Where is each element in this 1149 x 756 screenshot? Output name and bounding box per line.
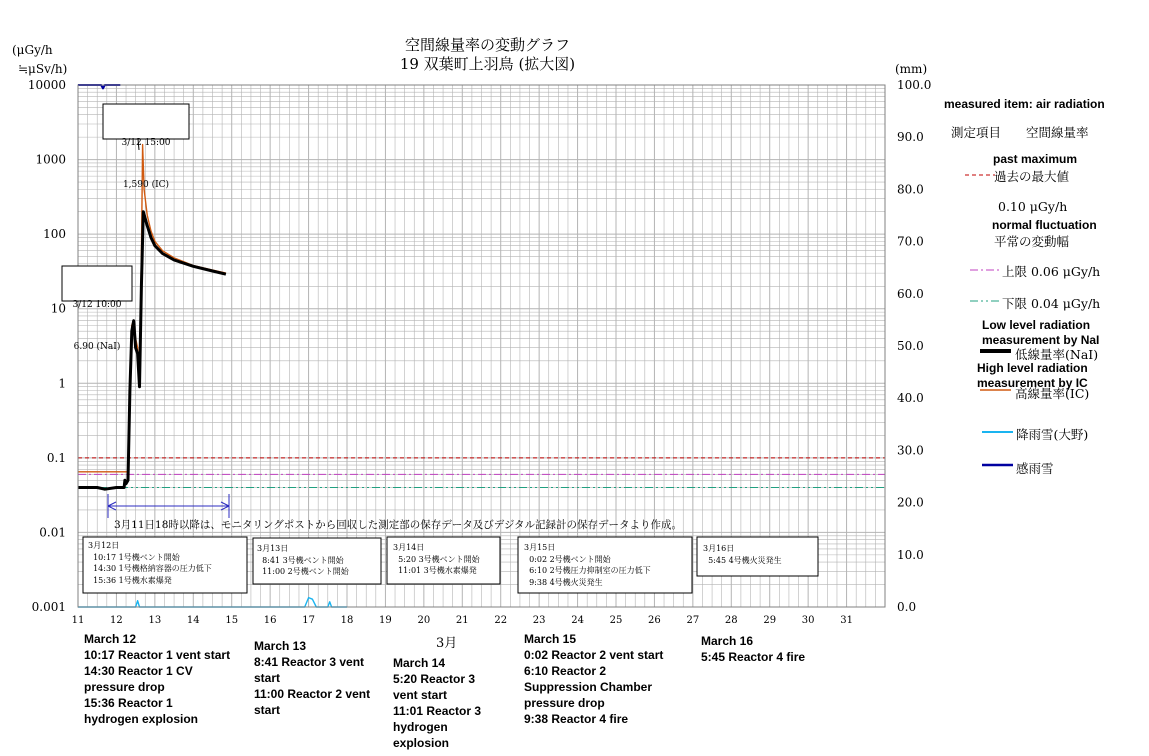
callout-peak-ic: 3/12 15:00 1,590 (IC) bbox=[121, 138, 171, 190]
y-left-label-1: (μGy/h bbox=[12, 43, 53, 57]
legend-low-en: Low level radiation measurement by NaI bbox=[982, 318, 1100, 347]
y-left-label-2: ≒μSv/h) bbox=[18, 62, 68, 76]
chart-subtitle: 19 双葉町上羽鳥 (拡大図) bbox=[399, 55, 576, 73]
y-right-tick-label: 20.0 bbox=[897, 495, 924, 510]
x-tick-label: 18 bbox=[340, 615, 354, 626]
y-right-tick-label: 50.0 bbox=[897, 339, 924, 353]
x-tick-label: 14 bbox=[186, 615, 200, 626]
x-tick-label: 15 bbox=[225, 615, 239, 626]
y-right-tick-label: 90.0 bbox=[897, 130, 924, 145]
x-tick-label: 30 bbox=[801, 615, 815, 626]
legend-measured-item-jp: 測定項目 空間線量率 bbox=[951, 125, 1089, 140]
data-source-note: 3月11日18時以降は、モニタリングポストから回収した測定部の保存データ及びデジタル記録計の保存データより作成。 bbox=[114, 519, 683, 531]
y-tick-label: 10 bbox=[50, 301, 66, 316]
english-note-mar15: March 15 0:02 Reactor 2 vent start 6:10 Reactor 2 Suppression Chamber pressure drop 9:38 Reactor 4 fire bbox=[524, 632, 664, 726]
event-box-mar13: 3月13日 8:41 3号機ベント開始 11:00 2号機ベント開始 bbox=[257, 544, 349, 576]
legend-lower-jp: 下限 0.04 μGy/h bbox=[1002, 296, 1101, 311]
legend-low-jp: 低線量率(NaI) bbox=[1015, 347, 1099, 362]
y-right-tick-label: 10.0 bbox=[897, 547, 924, 562]
x-axis-label: 3月 bbox=[436, 636, 458, 651]
x-tick-label: 11 bbox=[71, 615, 85, 626]
legend-high-en: High level radiation measurement by IC bbox=[977, 361, 1088, 390]
event-box-mar14: 3月14日 5:20 3号機ベント開始 11:01 3号機水素爆発 bbox=[393, 543, 480, 575]
event-box-mar12: 3月12日 10:17 1号機ベント開始 14:30 1号機格納容器の圧力低下 15:36 1号機水素爆発 bbox=[88, 541, 212, 585]
x-tick-label: 20 bbox=[417, 615, 431, 626]
callout-nai: 3/12 10:00 6.90 (NaI) bbox=[72, 300, 122, 352]
y-tick-label: 0.1 bbox=[46, 450, 66, 465]
y-right-tick-label: 40.0 bbox=[897, 391, 924, 406]
english-note-mar12: March 12 10:17 Reactor 1 vent start 14:30 Reactor 1 CV pressure drop 15:36 Reactor 1 hydrogen explosion bbox=[84, 632, 231, 726]
x-tick-label: 19 bbox=[379, 615, 392, 626]
y-tick-label: 0.01 bbox=[39, 525, 66, 540]
legend-sense-jp: 感雨雪 bbox=[1016, 461, 1054, 476]
y-tick-label: 10000 bbox=[27, 78, 66, 92]
y-right-tick-label: 70.0 bbox=[897, 234, 924, 249]
event-box-mar15: 3月15日 0:02 2号機ベント開始 6:10 2号機圧力抑制室の圧力低下 9:38 4号機火災発生 bbox=[524, 543, 651, 587]
x-tick-label: 16 bbox=[263, 615, 277, 626]
x-tick-label: 26 bbox=[648, 615, 661, 626]
legend-measured-item-en: measured item: air radiation bbox=[944, 97, 1105, 111]
y-right-tick-label: 100.0 bbox=[897, 78, 932, 92]
english-note-mar14: March 14 5:20 Reactor 3 vent start 11:01 Reactor 3 hydrogen explosion bbox=[393, 656, 482, 750]
event-box-mar16: 3月16日 5:45 4号機火災発生 bbox=[703, 544, 782, 565]
y-right-tick-label: 0.0 bbox=[897, 600, 917, 614]
x-tick-label: 29 bbox=[763, 615, 777, 626]
legend-past-max-jp: 過去の最大値 bbox=[994, 169, 1070, 184]
x-tick-label: 24 bbox=[571, 615, 584, 626]
x-tick-label: 12 bbox=[110, 615, 123, 626]
x-tick-label: 22 bbox=[494, 615, 508, 626]
legend-normal-jp: 平常の変動幅 bbox=[994, 234, 1070, 249]
x-tick-label: 25 bbox=[609, 615, 623, 626]
y-tick-label: 1000 bbox=[35, 152, 66, 167]
legend-normal-en: normal fluctuation bbox=[992, 218, 1097, 232]
y-right-label: (mm) bbox=[895, 62, 928, 76]
x-tick-label: 28 bbox=[724, 615, 738, 626]
chart-title: 空間線量率の変動グラフ bbox=[404, 36, 570, 54]
y-right-tick-label: 30.0 bbox=[897, 443, 924, 458]
legend-upper-jp: 上限 0.06 μGy/h bbox=[1002, 264, 1101, 279]
y-right-tick-label: 80.0 bbox=[897, 182, 924, 197]
legend-past-max-en: past maximum bbox=[993, 152, 1078, 166]
x-tick-label: 17 bbox=[302, 615, 315, 626]
x-tick-label: 13 bbox=[148, 615, 162, 626]
y-tick-label: 100 bbox=[43, 227, 66, 242]
y-right-tick-label: 60.0 bbox=[897, 286, 924, 301]
x-tick-label: 23 bbox=[532, 615, 546, 626]
y-tick-label: 0.001 bbox=[31, 600, 66, 614]
x-tick-label: 21 bbox=[455, 615, 469, 626]
legend-rain-jp: 降雨雪(大野) bbox=[1016, 427, 1089, 442]
x-tick-label: 27 bbox=[686, 615, 700, 626]
legend-past-max-value: 0.10 μGy/h bbox=[998, 199, 1068, 214]
x-tick-label: 31 bbox=[840, 615, 853, 626]
legend-high-jp: 高線量率(IC) bbox=[1015, 386, 1090, 401]
y-tick-label: 1 bbox=[58, 376, 66, 391]
english-note-mar16: March 16 5:45 Reactor 4 fire bbox=[701, 634, 806, 664]
english-note-mar13: March 13 8:41 Reactor 3 vent start 11:00 Reactor 2 vent start bbox=[254, 639, 371, 717]
series-line bbox=[78, 85, 120, 88]
